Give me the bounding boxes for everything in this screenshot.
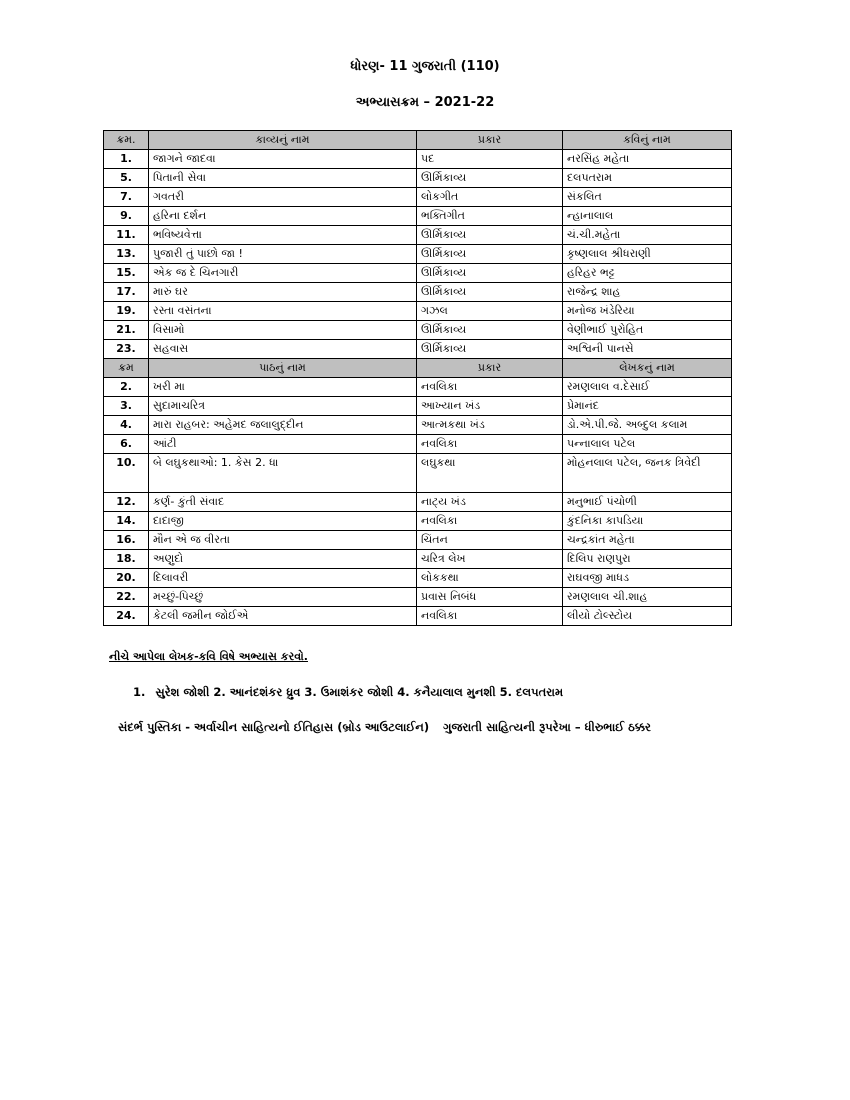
poem-row: [104, 207, 732, 226]
cell-type: નાટ્ય ખંડ: [417, 493, 563, 512]
cell-type: નવલિકા: [417, 435, 563, 454]
cell-serial-number: 19.: [104, 302, 149, 321]
reference-books: [118, 720, 651, 735]
cell-serial-number: 22.: [104, 588, 149, 607]
syllabus-table: [103, 130, 732, 626]
cell-serial-number: 9.: [104, 207, 149, 226]
cell-title: આંટી: [149, 435, 417, 454]
lesson-row: [104, 493, 732, 512]
cell-author: મનુભાઈ પંચોળી: [563, 493, 732, 512]
cell-type: લોકકથા: [417, 569, 563, 588]
cell-author: મોહનલાલ પટેલ, જનક ત્રિવેદી: [563, 454, 732, 493]
column-header-type: પ્રકાર: [417, 131, 563, 150]
cell-title: મૌન એ જ વીરતા: [149, 531, 417, 550]
reference-book-1: સંદર્ભ પુસ્તિકા - અર્વાચીન સાહિત્યનો ઈતિહાસ (બ્રોડ આઉટલાઈન): [118, 720, 430, 734]
cell-title: મારું ઘર: [149, 283, 417, 302]
cell-author: દિલિપ રાણપુરા: [563, 550, 732, 569]
cell-author: અશ્વિની પાનસે: [563, 340, 732, 359]
cell-author: રમણલાલ ચી.શાહ: [563, 588, 732, 607]
authors-list-text: સુરેશ જોશી 2. આનંદશંકર ધ્રુવ 3. ઉમાશંકર જોશી 4. કનૈયાલાલ મુનશી 5. દલપતરામ: [155, 685, 564, 699]
cell-serial-number: 14.: [104, 512, 149, 531]
cell-author: રાજેન્દ્ર શાહ: [563, 283, 732, 302]
lesson-row: [104, 397, 732, 416]
poem-row: [104, 283, 732, 302]
document-title: ધોરણ- 11 ગુજરાતી (110): [350, 59, 500, 74]
cell-title: પુજારી તું પાછો જા !: [149, 245, 417, 264]
document-subtitle: અભ્યાસક્રમ – 2021-22: [355, 95, 495, 110]
cell-author: રમણલાલ વ.દેસાઈ: [563, 378, 732, 397]
poems-section: [104, 131, 732, 359]
cell-type: ઊર્મિકાવ્ય: [417, 245, 563, 264]
cell-title: અણુદો: [149, 550, 417, 569]
poem-row: [104, 340, 732, 359]
cell-type: ભક્તિગીત: [417, 207, 563, 226]
column-header-poet-name: કવિનું નામ: [563, 131, 732, 150]
cell-type: ઊર્મિકાવ્ય: [417, 169, 563, 188]
cell-serial-number: 10.: [104, 454, 149, 493]
cell-author: પન્નાલાલ પટેલ: [563, 435, 732, 454]
column-header-lesson-name: પાઠનું નામ: [149, 359, 417, 378]
cell-serial-number: 21.: [104, 321, 149, 340]
lesson-row: [104, 531, 732, 550]
cell-title: વિસામો: [149, 321, 417, 340]
cell-serial-number: 2.: [104, 378, 149, 397]
cell-type: નવલિકા: [417, 512, 563, 531]
cell-type: ઊર્મિકાવ્ય: [417, 226, 563, 245]
cell-author: ચન્દ્રકાંત મહેતા: [563, 531, 732, 550]
cell-title: ભવિષ્યવેત્તા: [149, 226, 417, 245]
authors-list-number: 1.: [133, 685, 146, 699]
lessons-section: [104, 359, 732, 626]
poem-row: [104, 245, 732, 264]
cell-author: રાઘવજી માધડ: [563, 569, 732, 588]
lesson-row: [104, 512, 732, 531]
cell-author: ચં.ચી.મહેતા: [563, 226, 732, 245]
cell-type: ગઝલ: [417, 302, 563, 321]
cell-title: દાદાજી: [149, 512, 417, 531]
cell-author: ન્હાનાલાલ: [563, 207, 732, 226]
cell-type: લોકગીત: [417, 188, 563, 207]
cell-serial-number: 16.: [104, 531, 149, 550]
cell-type: નવલિકા: [417, 607, 563, 626]
cell-type: પદ: [417, 150, 563, 169]
column-header-serial: ક્રમ: [104, 359, 149, 378]
cell-author: વેણીભાઈ પુરોહિત: [563, 321, 732, 340]
cell-serial-number: 15.: [104, 264, 149, 283]
cell-serial-number: 13.: [104, 245, 149, 264]
cell-author: કૃષ્ણલાલ શ્રીધરાણી: [563, 245, 732, 264]
cell-type: આખ્યાન ખંડ: [417, 397, 563, 416]
cell-serial-number: 12.: [104, 493, 149, 512]
cell-type: ચિંતન: [417, 531, 563, 550]
cell-serial-number: 6.: [104, 435, 149, 454]
cell-title: એક જ દે ચિનગારી: [149, 264, 417, 283]
cell-serial-number: 3.: [104, 397, 149, 416]
lesson-row: [104, 550, 732, 569]
cell-author: ડો.એ.પી.જે. અબ્દુલ કલામ: [563, 416, 732, 435]
poem-row: [104, 302, 732, 321]
cell-author: પ્રેમાનંદ: [563, 397, 732, 416]
cell-serial-number: 11.: [104, 226, 149, 245]
cell-serial-number: 24.: [104, 607, 149, 626]
cell-type: ચરિત્ર લેખ: [417, 550, 563, 569]
lesson-row: [104, 416, 732, 435]
column-header-poem-name: કાવ્યનું નામ: [149, 131, 417, 150]
poem-row: [104, 226, 732, 245]
cell-serial-number: 18.: [104, 550, 149, 569]
cell-author: હરિહર ભટ્ટ: [563, 264, 732, 283]
cell-serial-number: 17.: [104, 283, 149, 302]
cell-type: ઊર્મિકાવ્ય: [417, 264, 563, 283]
cell-title: મચ્છું-પિચ્છું: [149, 588, 417, 607]
cell-author: સંકલિત: [563, 188, 732, 207]
lesson-row: [104, 435, 732, 454]
poem-row: [104, 150, 732, 169]
poem-row: [104, 188, 732, 207]
poems-header-row: [104, 131, 732, 150]
lessons-header-row: [104, 359, 732, 378]
poem-row: [104, 321, 732, 340]
cell-type: ઊર્મિકાવ્ય: [417, 283, 563, 302]
cell-title: સહવાસ: [149, 340, 417, 359]
cell-type: નવલિકા: [417, 378, 563, 397]
cell-author: લીયો ટોલ્સ્ટોય: [563, 607, 732, 626]
authors-list: [133, 685, 563, 700]
reference-book-2: ગુજરાતી સાહિત્યની રૂપરેખા – ધીરુભાઈ ઠક્કર: [443, 720, 651, 734]
cell-author: દલપતરામ: [563, 169, 732, 188]
cell-author: મનોજ ખંડેરિયા: [563, 302, 732, 321]
lesson-row: [104, 378, 732, 397]
cell-serial-number: 23.: [104, 340, 149, 359]
cell-type: ઊર્મિકાવ્ય: [417, 340, 563, 359]
cell-serial-number: 1.: [104, 150, 149, 169]
column-header-author-name: લેખકનું નામ: [563, 359, 732, 378]
lesson-row: [104, 588, 732, 607]
column-header-serial: ક્રમ.: [104, 131, 149, 150]
cell-serial-number: 4.: [104, 416, 149, 435]
cell-title: જાગને જાદવા: [149, 150, 417, 169]
cell-title: કર્ણ- કુંતી સંવાદ: [149, 493, 417, 512]
cell-title: ગવતરી: [149, 188, 417, 207]
poem-row: [104, 264, 732, 283]
lesson-row: [104, 607, 732, 626]
cell-serial-number: 5.: [104, 169, 149, 188]
cell-title: મારા રાહબર: અહેમદ જલાલુદ્દીન: [149, 416, 417, 435]
cell-author: નરસિંહ મહેતા: [563, 150, 732, 169]
cell-author: કુંદનિકા કાપડિયા: [563, 512, 732, 531]
study-note: નીચે આપેલા લેખક-કવિ વિષે અભ્યાસ કરવો.: [109, 650, 308, 663]
cell-type: ઊર્મિકાવ્ય: [417, 321, 563, 340]
cell-title: ખરી મા: [149, 378, 417, 397]
poem-row: [104, 169, 732, 188]
cell-title: દિલાવરી: [149, 569, 417, 588]
cell-title: રસ્તા વસંતના: [149, 302, 417, 321]
cell-title: હરિના દર્શન: [149, 207, 417, 226]
lesson-row: [104, 569, 732, 588]
cell-title: બે લઘુકથાઓ: 1. કેસ 2. ધા: [149, 454, 417, 493]
cell-type: પ્રવાસ નિબંધ: [417, 588, 563, 607]
column-header-type: પ્રકાર: [417, 359, 563, 378]
cell-title: સુદામાચરિત્ર: [149, 397, 417, 416]
cell-type: લઘુકથા: [417, 454, 563, 493]
cell-type: આત્મકથા ખંડ: [417, 416, 563, 435]
cell-serial-number: 7.: [104, 188, 149, 207]
cell-title: કેટલી જમીન જોઈએ: [149, 607, 417, 626]
lesson-row: [104, 454, 732, 493]
cell-serial-number: 20.: [104, 569, 149, 588]
cell-title: પિતાની સેવા: [149, 169, 417, 188]
